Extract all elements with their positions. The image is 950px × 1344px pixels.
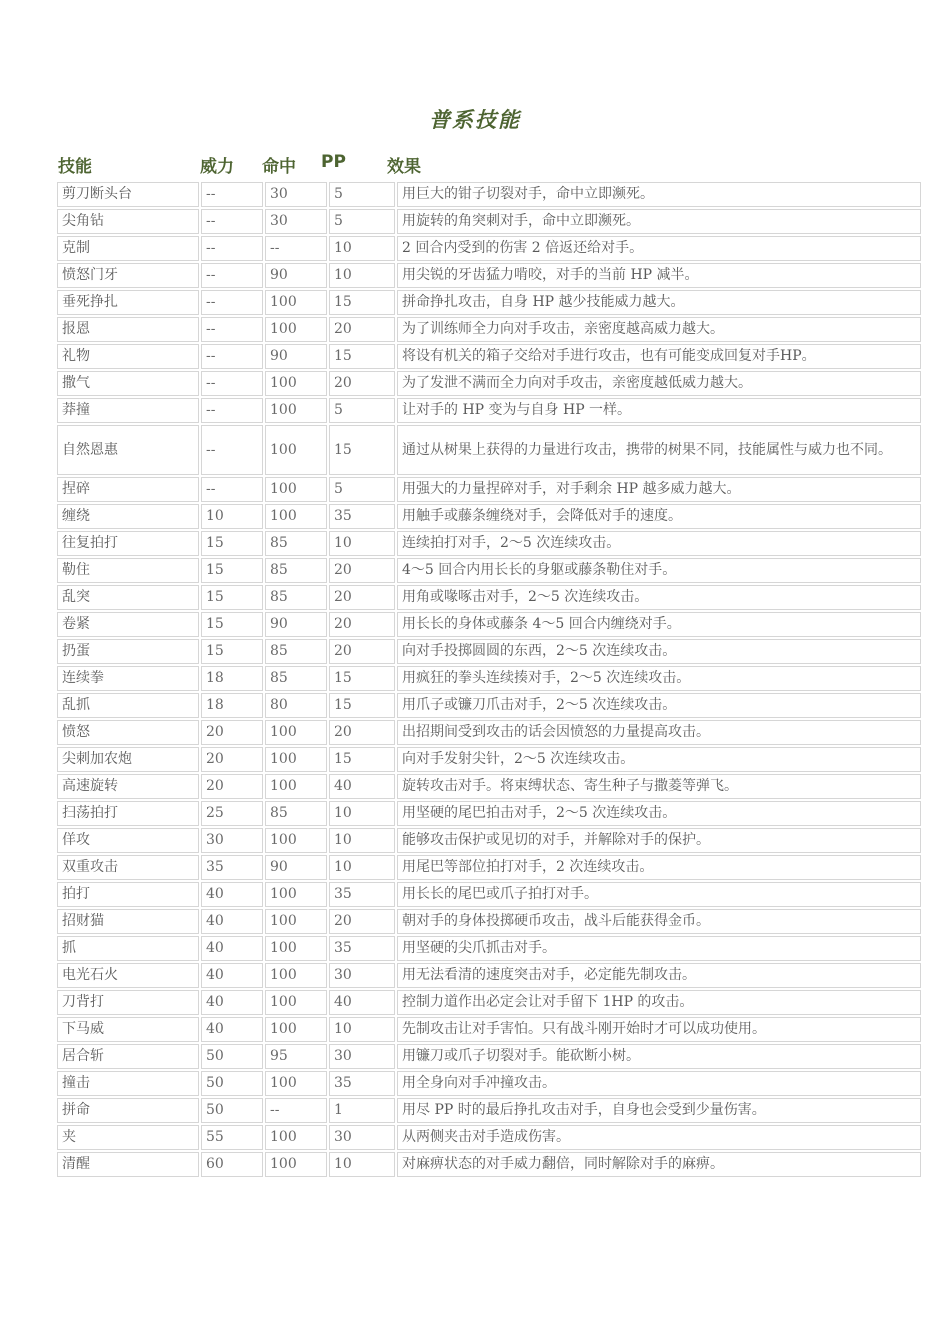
effect-cell: 出招期间受到攻击的话会因愤怒的力量提高攻击。 [397,720,921,745]
table-row [57,398,921,423]
effect-cell: 用尖锐的牙齿猛力啃咬，对手的当前 HP 减半。 [397,263,921,288]
skills-table-body [57,182,921,1177]
effect-cell: 用强大的力量捏碎对手，对手剩余 HP 越多威力越大。 [397,477,921,502]
pp-cell: 35 [329,504,395,529]
accuracy-cell: 100 [265,882,327,907]
skill-name-cell: 愤怒门牙 [57,263,199,288]
table-row [57,720,921,745]
power-cell: -- [201,425,263,475]
skill-name-cell: 扔蛋 [57,639,199,664]
pp-cell: 20 [329,371,395,396]
power-cell: 40 [201,909,263,934]
effect-cell: 用尽 PP 时的最后挣扎攻击对手，自身也会受到少量伤害。 [397,1098,921,1123]
power-cell: 18 [201,693,263,718]
effect-cell: 将设有机关的箱子交给对手进行攻击，也有可能变成回复对手HP。 [397,344,921,369]
accuracy-cell: 95 [265,1044,327,1069]
power-cell: 60 [201,1152,263,1177]
accuracy-cell: 100 [265,747,327,772]
pp-cell: 35 [329,882,395,907]
accuracy-cell: 100 [265,290,327,315]
accuracy-cell: 100 [265,1017,327,1042]
power-cell: 20 [201,747,263,772]
effect-cell: 先制攻击让对手害怕。只有战斗刚开始时才可以成功使用。 [397,1017,921,1042]
skill-name-cell: 尖角钻 [57,209,199,234]
skill-name-cell: 招财猫 [57,909,199,934]
table-row [57,828,921,853]
effect-cell: 用角或喙啄击对手，2～5 次连续攻击。 [397,585,921,610]
table-row [57,1044,921,1069]
pp-cell: 15 [329,666,395,691]
column-header-effect: 效果 [387,157,421,177]
power-cell: 15 [201,612,263,637]
table-row [57,1017,921,1042]
skill-name-cell: 抓 [57,936,199,961]
pp-cell: 20 [329,612,395,637]
pp-cell: 15 [329,344,395,369]
effect-cell: 用长长的尾巴或爪子拍打对手。 [397,882,921,907]
power-cell: -- [201,317,263,342]
power-cell: 20 [201,720,263,745]
effect-cell: 用坚硬的尾巴拍击对手，2～5 次连续攻击。 [397,801,921,826]
skill-name-cell: 电光石火 [57,963,199,988]
accuracy-cell: 100 [265,1125,327,1150]
power-cell: -- [201,371,263,396]
skill-name-cell: 扫荡拍打 [57,801,199,826]
pp-cell: 5 [329,182,395,207]
pp-cell: 20 [329,639,395,664]
effect-cell: 用疯狂的拳头连续揍对手，2～5 次连续攻击。 [397,666,921,691]
skill-name-cell: 乱抓 [57,693,199,718]
accuracy-cell: 85 [265,531,327,556]
effect-cell: 用坚硬的尖爪抓击对手。 [397,936,921,961]
table-row [57,747,921,772]
accuracy-cell: 30 [265,209,327,234]
effect-cell: 为了发泄不满而全力向对手攻击，亲密度越低威力越大。 [397,371,921,396]
pp-cell: 20 [329,909,395,934]
table-row [57,639,921,664]
skill-name-cell: 莽撞 [57,398,199,423]
column-header-skill: 技能 [58,157,92,177]
effect-cell: 向对手发射尖针，2～5 次连续攻击。 [397,747,921,772]
power-cell: 10 [201,504,263,529]
pp-cell: 20 [329,317,395,342]
table-row [57,263,921,288]
table-row [57,693,921,718]
table-row [57,936,921,961]
pp-cell: 10 [329,236,395,261]
effect-cell: 用镰刀或爪子切裂对手。能砍断小树。 [397,1044,921,1069]
effect-cell: 用巨大的钳子切裂对手，命中立即濒死。 [397,182,921,207]
pp-cell: 1 [329,1098,395,1123]
accuracy-cell: 90 [265,855,327,880]
power-cell: 35 [201,855,263,880]
accuracy-cell: 100 [265,774,327,799]
accuracy-cell: -- [265,1098,327,1123]
pp-cell: 15 [329,425,395,475]
power-cell: 50 [201,1098,263,1123]
power-cell: -- [201,398,263,423]
effect-cell: 用触手或藤条缠绕对手，会降低对手的速度。 [397,504,921,529]
effect-cell: 2 回合内受到的伤害 2 倍返还给对手。 [397,236,921,261]
skill-name-cell: 乱突 [57,585,199,610]
pp-cell: 5 [329,398,395,423]
pp-cell: 15 [329,290,395,315]
pp-cell: 15 [329,747,395,772]
accuracy-cell: 100 [265,398,327,423]
table-row [57,855,921,880]
pp-cell: 35 [329,1071,395,1096]
skill-name-cell: 克制 [57,236,199,261]
accuracy-cell: 100 [265,1071,327,1096]
skill-name-cell: 连续拳 [57,666,199,691]
pp-cell: 10 [329,531,395,556]
skill-name-cell: 双重攻击 [57,855,199,880]
effect-cell: 用全身向对手冲撞攻击。 [397,1071,921,1096]
table-row [57,182,921,207]
table-row [57,1071,921,1096]
table-row [57,585,921,610]
accuracy-cell: 100 [265,317,327,342]
accuracy-cell: 100 [265,963,327,988]
skill-name-cell: 撒气 [57,371,199,396]
accuracy-cell: 90 [265,263,327,288]
table-row [57,1125,921,1150]
pp-cell: 10 [329,1017,395,1042]
pp-cell: 35 [329,936,395,961]
effect-cell: 为了训练师全力向对手攻击，亲密度越高威力越大。 [397,317,921,342]
power-cell: -- [201,290,263,315]
accuracy-cell: 85 [265,585,327,610]
power-cell: 55 [201,1125,263,1150]
table-row [57,963,921,988]
pp-cell: 15 [329,693,395,718]
power-cell: 15 [201,639,263,664]
table-row [57,909,921,934]
accuracy-cell: 100 [265,504,327,529]
effect-cell: 连续拍打对手，2～5 次连续攻击。 [397,531,921,556]
power-cell: -- [201,477,263,502]
effect-cell: 4～5 回合内用长长的身躯或藤条勒住对手。 [397,558,921,583]
pp-cell: 5 [329,477,395,502]
skill-name-cell: 勒住 [57,558,199,583]
effect-cell: 从两侧夹击对手造成伤害。 [397,1125,921,1150]
table-row [57,317,921,342]
skill-name-cell: 卷紧 [57,612,199,637]
effect-cell: 让对手的 HP 变为与自身 HP 一样。 [397,398,921,423]
skill-name-cell: 清醒 [57,1152,199,1177]
effect-cell: 用尾巴等部位拍打对手，2 次连续攻击。 [397,855,921,880]
accuracy-cell: 100 [265,936,327,961]
table-row [57,236,921,261]
accuracy-cell: 100 [265,720,327,745]
accuracy-cell: 90 [265,612,327,637]
effect-cell: 控制力道作出必定会让对手留下 1HP 的攻击。 [397,990,921,1015]
power-cell: -- [201,182,263,207]
power-cell: -- [201,344,263,369]
skill-name-cell: 佯攻 [57,828,199,853]
table-row [57,612,921,637]
effect-cell: 旋转攻击对手。将束缚状态、寄生种子与撒菱等弹飞。 [397,774,921,799]
effect-cell: 通过从树果上获得的力量进行攻击，携带的树果不同，技能属性与威力也不同。 [397,425,921,475]
power-cell: 15 [201,531,263,556]
accuracy-cell: 100 [265,425,327,475]
pp-cell: 40 [329,990,395,1015]
table-row [57,666,921,691]
table-row [57,290,921,315]
effect-cell: 对麻痹状态的对手威力翻倍，同时解除对手的麻痹。 [397,1152,921,1177]
skill-name-cell: 自然恩惠 [57,425,199,475]
pp-cell: 10 [329,1152,395,1177]
effect-cell: 能够攻击保护或见切的对手，并解除对手的保护。 [397,828,921,853]
accuracy-cell: 100 [265,371,327,396]
table-row [57,477,921,502]
pp-cell: 30 [329,1044,395,1069]
column-header-accuracy: 命中 [262,157,296,177]
pp-cell: 40 [329,774,395,799]
effect-cell: 用无法看清的速度突击对手，必定能先制攻击。 [397,963,921,988]
table-row [57,1098,921,1123]
effect-cell: 用长长的身体或藤条 4～5 回合内缠绕对手。 [397,612,921,637]
skill-name-cell: 高速旋转 [57,774,199,799]
pp-cell: 30 [329,963,395,988]
pp-cell: 20 [329,720,395,745]
accuracy-cell: -- [265,236,327,261]
pp-cell: 10 [329,801,395,826]
skill-name-cell: 捏碎 [57,477,199,502]
pp-cell: 20 [329,585,395,610]
pp-cell: 10 [329,855,395,880]
table-row [57,1152,921,1177]
skills-table [55,180,923,1179]
skill-name-cell: 愤怒 [57,720,199,745]
accuracy-cell: 85 [265,666,327,691]
accuracy-cell: 85 [265,558,327,583]
table-row [57,801,921,826]
power-cell: 40 [201,990,263,1015]
column-header-pp: PP [321,152,346,172]
skill-name-cell: 礼物 [57,344,199,369]
pp-cell: 10 [329,263,395,288]
effect-cell: 向对手投掷圆圆的东西，2～5 次连续攻击。 [397,639,921,664]
table-row [57,371,921,396]
effect-cell: 用爪子或镰刀爪击对手，2～5 次连续攻击。 [397,693,921,718]
accuracy-cell: 80 [265,693,327,718]
skill-name-cell: 报恩 [57,317,199,342]
skill-name-cell: 垂死挣扎 [57,290,199,315]
skill-name-cell: 夹 [57,1125,199,1150]
skill-name-cell: 缠绕 [57,504,199,529]
skill-name-cell: 尖刺加农炮 [57,747,199,772]
pp-cell: 10 [329,828,395,853]
power-cell: 15 [201,558,263,583]
power-cell: 40 [201,882,263,907]
accuracy-cell: 90 [265,344,327,369]
accuracy-cell: 100 [265,909,327,934]
skill-name-cell: 剪刀断头台 [57,182,199,207]
power-cell: 40 [201,936,263,961]
power-cell: 50 [201,1044,263,1069]
pp-cell: 5 [329,209,395,234]
effect-cell: 朝对手的身体投掷硬币攻击，战斗后能获得金币。 [397,909,921,934]
skill-name-cell: 居合斩 [57,1044,199,1069]
power-cell: -- [201,236,263,261]
skill-name-cell: 拍打 [57,882,199,907]
column-header-power: 威力 [200,157,234,177]
power-cell: -- [201,209,263,234]
table-row [57,774,921,799]
accuracy-cell: 85 [265,639,327,664]
power-cell: 20 [201,774,263,799]
skill-name-cell: 往复拍打 [57,531,199,556]
accuracy-cell: 30 [265,182,327,207]
accuracy-cell: 85 [265,801,327,826]
table-row [57,990,921,1015]
accuracy-cell: 100 [265,990,327,1015]
table-row [57,344,921,369]
power-cell: 15 [201,585,263,610]
skill-name-cell: 下马威 [57,1017,199,1042]
accuracy-cell: 100 [265,477,327,502]
effect-cell: 用旋转的角突刺对手，命中立即濒死。 [397,209,921,234]
table-row [57,531,921,556]
skill-name-cell: 刀背打 [57,990,199,1015]
pp-cell: 20 [329,558,395,583]
power-cell: 18 [201,666,263,691]
power-cell: 40 [201,1017,263,1042]
accuracy-cell: 100 [265,1152,327,1177]
power-cell: 25 [201,801,263,826]
pp-cell: 30 [329,1125,395,1150]
power-cell: 50 [201,1071,263,1096]
power-cell: 30 [201,828,263,853]
effect-cell: 拼命挣扎攻击，自身 HP 越少技能威力越大。 [397,290,921,315]
table-row [57,425,921,475]
power-cell: 40 [201,963,263,988]
accuracy-cell: 100 [265,828,327,853]
power-cell: -- [201,263,263,288]
skill-name-cell: 拼命 [57,1098,199,1123]
table-row [57,558,921,583]
skill-name-cell: 撞击 [57,1071,199,1096]
table-row [57,882,921,907]
table-row [57,504,921,529]
table-row [57,209,921,234]
page-title: 普系技能 [429,107,521,132]
